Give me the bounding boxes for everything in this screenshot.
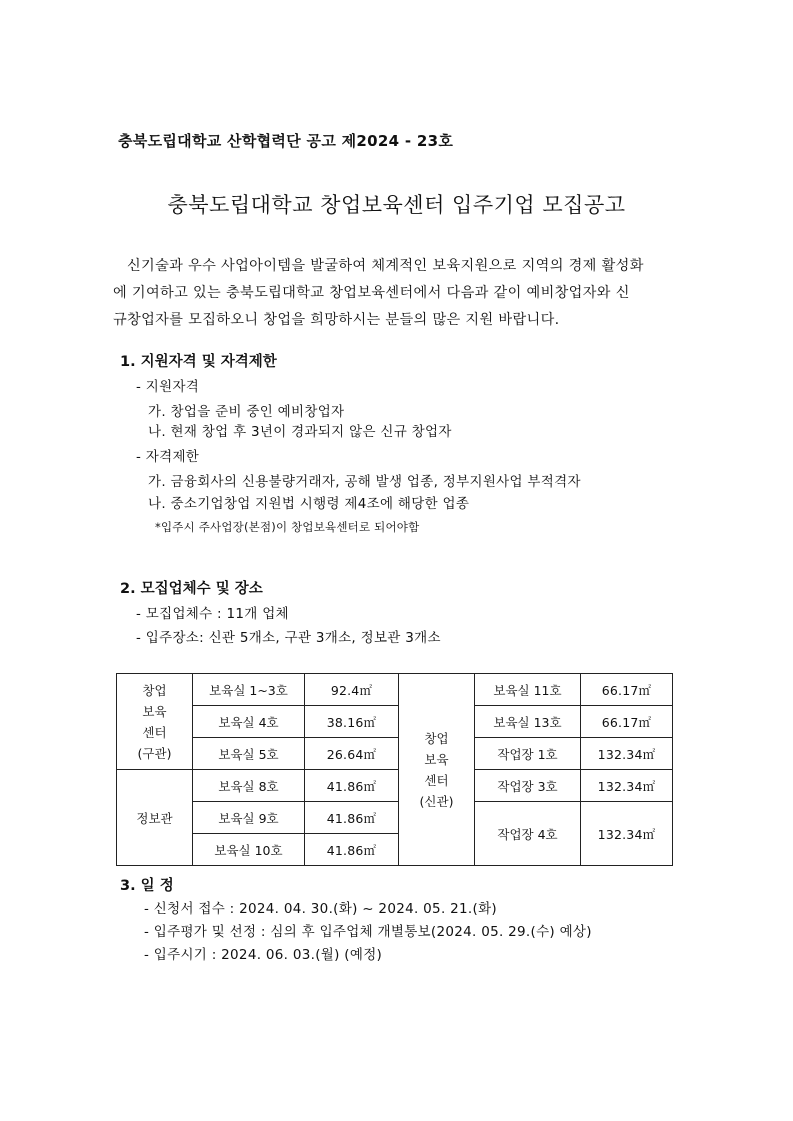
table-row bbox=[117, 674, 673, 706]
schedule-item: - 입주평가 및 선정 : 심의 후 입주업체 개별통보(2024. 05. 29.(수) 예상) bbox=[144, 924, 592, 940]
room-area: 132.34㎡ bbox=[581, 802, 673, 866]
group-info-building: 정보관 bbox=[117, 770, 193, 866]
section3-heading: 3. 일 정 bbox=[120, 878, 174, 894]
room-name: 보육실 4호 bbox=[193, 706, 305, 738]
group-line: 보육 bbox=[142, 703, 167, 719]
rooms-table bbox=[116, 673, 673, 866]
section1-sub-eligibility: - 지원자격 bbox=[136, 379, 200, 395]
schedule-item: - 입주시기 : 2024. 06. 03.(월) (예정) bbox=[144, 947, 383, 963]
eligibility-item: 가. 창업을 준비 중인 예비창업자 bbox=[148, 404, 345, 420]
room-area: 41.86㎡ bbox=[305, 802, 399, 834]
room-area: 38.16㎡ bbox=[305, 706, 399, 738]
restriction-item: 가. 금융회사의 신용불량거래자, 공해 발생 업종, 정부지원사업 부적격자 bbox=[148, 474, 581, 490]
page-title: 충북도립대학교 창업보육센터 입주기업 모집공고 bbox=[167, 193, 626, 217]
room-name: 보육실 8호 bbox=[193, 770, 305, 802]
notice-number: 충북도립대학교 산학협력단 공고 제2024 - 23호 bbox=[118, 132, 454, 150]
group-old-building bbox=[117, 674, 193, 770]
room-name: 보육실 10호 bbox=[193, 834, 305, 866]
room-name: 보육실 11호 bbox=[475, 674, 581, 706]
restriction-item: 나. 중소기업창업 지원법 시행령 제4조에 해당한 업종 bbox=[148, 496, 470, 512]
section1-sub-restriction: - 자격제한 bbox=[136, 449, 200, 465]
room-name: 작업장 3호 bbox=[475, 770, 581, 802]
room-area: 41.86㎡ bbox=[305, 834, 399, 866]
group-line: (신관) bbox=[419, 793, 454, 809]
table-row bbox=[117, 802, 673, 834]
room-area: 26.64㎡ bbox=[305, 738, 399, 770]
table-row bbox=[117, 738, 673, 770]
group-line: 창업 bbox=[142, 682, 167, 698]
room-area: 66.17㎡ bbox=[581, 674, 673, 706]
section1-heading: 1. 지원자격 및 자격제한 bbox=[120, 354, 277, 370]
group-line: (구관) bbox=[137, 745, 172, 761]
group-line: 센터 bbox=[142, 724, 167, 740]
room-name: 작업장 4호 bbox=[475, 802, 581, 866]
eligibility-item: 나. 현재 창업 후 3년이 경과되지 않은 신규 창업자 bbox=[148, 424, 452, 440]
group-line: 보육 bbox=[424, 751, 449, 767]
room-area: 41.86㎡ bbox=[305, 770, 399, 802]
room-name: 보육실 9호 bbox=[193, 802, 305, 834]
table-row bbox=[117, 706, 673, 738]
room-area: 92.4㎡ bbox=[305, 674, 399, 706]
room-name: 작업장 1호 bbox=[475, 738, 581, 770]
intro-paragraph bbox=[113, 253, 689, 334]
recruit-locations: - 입주장소: 신관 5개소, 구관 3개소, 정보관 3개소 bbox=[136, 630, 441, 646]
room-area: 132.34㎡ bbox=[581, 738, 673, 770]
intro-line: 에 기여하고 있는 충북도립대학교 창업보육센터에서 다음과 같이 예비창업자와 신 bbox=[113, 285, 630, 301]
restriction-note: *입주시 주사업장(본점)이 창업보육센터로 되어야함 bbox=[155, 520, 420, 534]
recruit-count: - 모집업체수 : 11개 업체 bbox=[136, 606, 289, 622]
group-line: 센터 bbox=[424, 772, 449, 788]
intro-line: 신기술과 우수 사업아이템을 발굴하여 체계적인 보육지원으로 지역의 경제 활성화 bbox=[127, 258, 644, 274]
section2-heading: 2. 모집업체수 및 장소 bbox=[120, 581, 263, 597]
group-line: 창업 bbox=[424, 730, 449, 746]
room-area: 66.17㎡ bbox=[581, 706, 673, 738]
group-new-building bbox=[399, 674, 475, 866]
room-name: 보육실 13호 bbox=[475, 706, 581, 738]
room-name: 보육실 1~3호 bbox=[193, 674, 305, 706]
schedule-item: - 신청서 접수 : 2024. 04. 30.(화) ~ 2024. 05. 21.(화) bbox=[144, 901, 497, 917]
room-name: 보육실 5호 bbox=[193, 738, 305, 770]
table-row bbox=[117, 770, 673, 802]
room-area: 132.34㎡ bbox=[581, 770, 673, 802]
intro-line: 규창업자를 모집하오니 창업을 희망하시는 분들의 많은 지원 바랍니다. bbox=[113, 312, 560, 328]
